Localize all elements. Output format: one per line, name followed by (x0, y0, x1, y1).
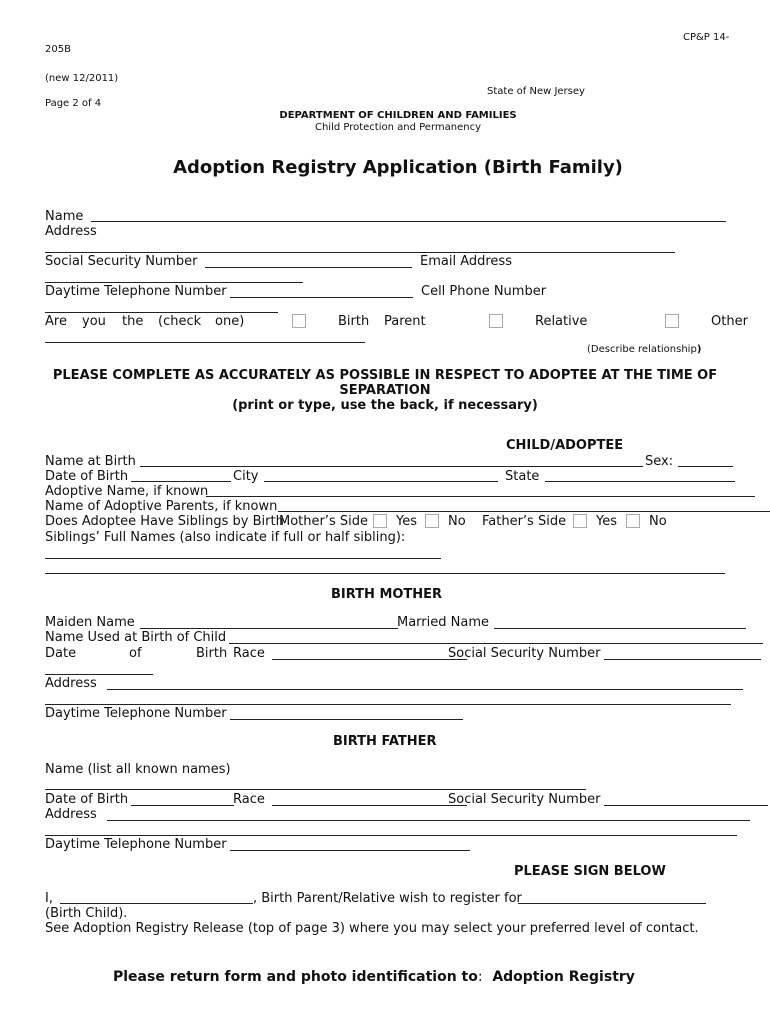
siblings-question: Does Adoptee Have Siblings by Birth (45, 514, 284, 529)
married-name-field[interactable] (494, 628, 746, 629)
fathers-side-yes-label: Yes (596, 514, 617, 529)
day-phone-label: Daytime Telephone Number (45, 284, 227, 299)
email-label: Email Address (420, 254, 512, 269)
ssn-label: Social Security Number (45, 254, 198, 269)
relationship-field[interactable] (45, 342, 365, 343)
are-you-word: (check (158, 314, 202, 329)
mothers-side-yes-checkbox[interactable] (373, 514, 387, 528)
mother-race-label: Race (233, 646, 265, 661)
father-address-field-2[interactable] (45, 835, 737, 836)
mother-day-phone-field[interactable] (230, 719, 463, 720)
name-label: Name (45, 209, 84, 224)
name-field[interactable] (91, 221, 726, 222)
mother-dob-label-date: Date (45, 646, 77, 661)
mother-dob-label-birth: Birth (196, 646, 228, 661)
division-name: Child Protection and Permanency (314, 122, 482, 133)
describe-relationship-note: (Describe relationship) (587, 344, 702, 355)
form-code-suffix: 205B (45, 44, 71, 55)
sign-below-heading: PLEASE SIGN BELOW (514, 864, 666, 879)
adoptive-parents-label: Name of Adoptive Parents, if known (45, 499, 278, 514)
state-field[interactable] (545, 481, 735, 482)
cell-phone-label: Cell Phone Number (421, 284, 547, 299)
cell-phone-field[interactable] (45, 312, 278, 313)
mother-address-label: Address (45, 676, 97, 691)
married-name-label: Married Name (397, 615, 489, 630)
city-label: City (233, 469, 259, 484)
instructions-line-3: (print or type, use the back, if necessary) (232, 398, 538, 413)
instructions-line-2: SEPARATION (339, 383, 431, 398)
mothers-side-no-checkbox[interactable] (425, 514, 439, 528)
father-dob-label: Date of Birth (45, 792, 129, 807)
form-code: CP&P 14- (683, 32, 730, 43)
city-field[interactable] (264, 481, 498, 482)
father-day-phone-label: Daytime Telephone Number (45, 837, 227, 852)
father-dob-field[interactable] (131, 805, 234, 806)
revision-date: (new 12/2011) (45, 73, 119, 84)
name-used-field[interactable] (229, 643, 763, 644)
state-label: State (505, 469, 540, 484)
signature-wish-text: , Birth Parent/Relative wish to register for (253, 891, 522, 906)
mothers-side-no-label: No (448, 514, 466, 529)
department-name: DEPARTMENT OF CHILDREN AND FAMILIES (279, 110, 517, 121)
mother-ssn-field[interactable] (604, 659, 761, 660)
signer-name-field[interactable] (60, 903, 253, 904)
mothers-side-label: Mother’s Side (279, 514, 369, 529)
option-birth-label: Birth (338, 314, 370, 329)
are-you-word: Are (45, 314, 67, 329)
mother-address-field-1[interactable] (107, 689, 743, 690)
child-dob-label: Date of Birth (45, 469, 129, 484)
birth-child-label: (Birth Child). (45, 906, 128, 921)
father-address-field-1[interactable] (107, 820, 750, 821)
address-label: Address (45, 224, 97, 239)
birth-father-heading: BIRTH FATHER (333, 734, 437, 749)
siblings-names-label: Siblings’ Full Names (also indicate if full or half sibling): (45, 530, 406, 545)
mother-race-field[interactable] (272, 659, 467, 660)
are-you-word: one) (215, 314, 245, 329)
mother-ssn-label: Social Security Number (448, 646, 601, 661)
form-title: Adoption Registry Application (Birth Family) (173, 157, 623, 178)
mother-dob-field[interactable] (45, 674, 153, 675)
address-field[interactable] (45, 252, 675, 253)
return-instructions: Please return form and photo identification to: Adoption Registry (113, 969, 635, 985)
page-number: Page 2 of 4 (45, 98, 102, 109)
ssn-field[interactable] (205, 267, 412, 268)
registry-release-note: See Adoption Registry Release (top of page 3) where you may select your preferred level of contact. (45, 921, 699, 936)
email-field[interactable] (45, 282, 303, 283)
siblings-field-2[interactable] (45, 573, 725, 574)
adoptive-parents-field[interactable] (278, 511, 770, 512)
are-you-word: you (82, 314, 106, 329)
child-dob-field[interactable] (131, 481, 231, 482)
day-phone-field[interactable] (230, 297, 413, 298)
option-parent-label: Parent (384, 314, 426, 329)
fathers-side-label: Father’s Side (482, 514, 567, 529)
siblings-field-1[interactable] (45, 558, 441, 559)
father-ssn-field[interactable] (604, 805, 768, 806)
name-used-label: Name Used at Birth of Child (45, 630, 227, 645)
child-heading: CHILD/ADOPTEE (506, 438, 624, 453)
option-other-label: Other (711, 314, 748, 329)
fathers-side-no-checkbox[interactable] (626, 514, 640, 528)
instructions-line-1: PLEASE COMPLETE AS ACCURATELY AS POSSIBLE IN RESPECT TO ADOPTEE AT THE TIME OF (52, 368, 718, 383)
father-race-field[interactable] (272, 805, 467, 806)
birth-parent-checkbox[interactable] (292, 314, 306, 328)
are-you-word: the (122, 314, 144, 329)
maiden-name-field[interactable] (140, 628, 398, 629)
adoptive-name-label: Adoptive Name, if known (45, 484, 209, 499)
name-at-birth-label: Name at Birth (45, 454, 136, 469)
state-name: State of New Jersey (487, 86, 585, 97)
relative-checkbox[interactable] (489, 314, 503, 328)
mother-address-field-2[interactable] (45, 704, 731, 705)
name-at-birth-field[interactable] (140, 466, 643, 467)
father-names-field[interactable] (45, 789, 586, 790)
father-address-label: Address (45, 807, 97, 822)
sex-label: Sex: (645, 454, 674, 469)
mothers-side-yes-label: Yes (396, 514, 417, 529)
father-race-label: Race (233, 792, 265, 807)
fathers-side-yes-checkbox[interactable] (573, 514, 587, 528)
mother-day-phone-label: Daytime Telephone Number (45, 706, 227, 721)
father-day-phone-field[interactable] (230, 850, 470, 851)
adoptive-name-field[interactable] (206, 496, 755, 497)
mother-dob-label-of: of (129, 646, 142, 661)
other-checkbox[interactable] (665, 314, 679, 328)
birth-child-field[interactable] (518, 903, 706, 904)
father-names-label: Name (list all known names) (45, 762, 231, 777)
maiden-name-label: Maiden Name (45, 615, 135, 630)
father-ssn-label: Social Security Number (448, 792, 601, 807)
signature-i-label: I, (45, 891, 53, 906)
birth-mother-heading: BIRTH MOTHER (331, 587, 443, 602)
fathers-side-no-label: No (649, 514, 667, 529)
option-relative-label: Relative (535, 314, 588, 329)
sex-field[interactable] (678, 466, 733, 467)
